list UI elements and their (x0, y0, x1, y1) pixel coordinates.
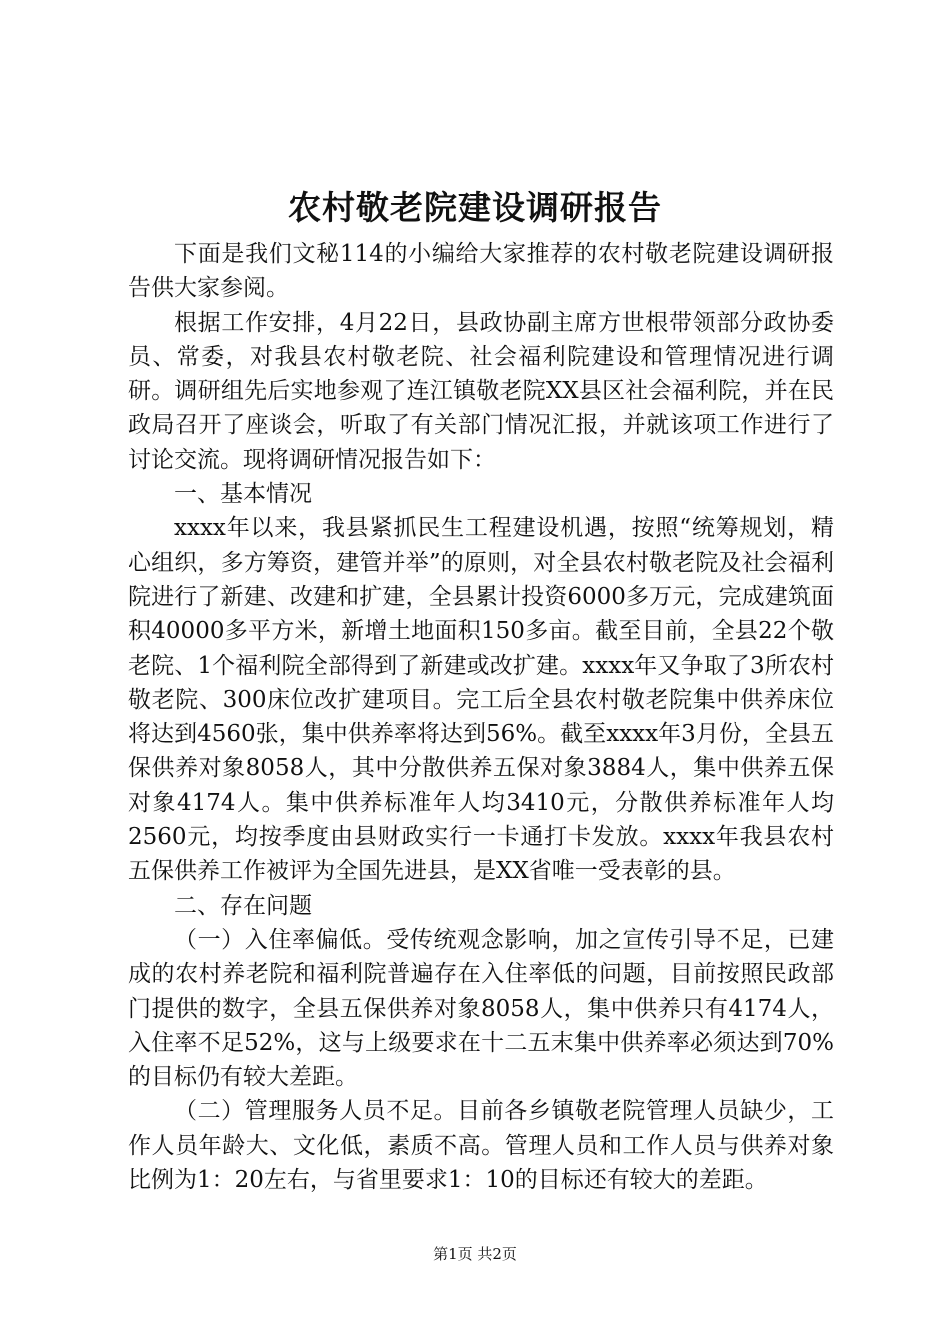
document-title: 农村敬老院建设调研报告 (288, 188, 662, 227)
paragraph-background: 根据工作安排，4月22日，县政协副主席方世根带领部分政协委员、常委，对我县农村敬老院、社会福利院建设和管理情况进行调研。调研组先后实地参观了连江镇敬老院XX县区社会福利院，并在民政局召开了座谈会，听取了有关部门情况汇报，并就该项工作进行了讨论交流。现将调研情况报告如下： (128, 309, 834, 473)
paragraph-problem-2: （二）管理服务人员不足。目前各乡镇敬老院管理人员缺少，工作人员年龄大、文化低，素质不高。管理人员和工作人员与供养对象比例为1：20左右，与省里要求1：10的目标还有较大的差距。 (128, 1098, 834, 1194)
document-body (128, 237, 834, 1197)
paragraph-problem-1: （一）入住率偏低。受传统观念影响，加之宣传引导不足，已建成的农村养老院和福利院普遍存在入住率低的问题，目前按照民政部门提供的数字，全县五保供养对象8058人，集中供养只有4174人，入住率不足52%，这与上级要求在十二五末集中供养率必须达到70%的目标仍有较大差距。 (128, 926, 834, 1091)
section-heading-basic-situation: 一、基本情况 (174, 481, 312, 508)
paragraph-intro: 下面是我们文秘114的小编给大家推荐的农村敬老院建设调研报告供大家参阅。 (128, 241, 834, 302)
page-number-footer: 第1页 共2页 (433, 1245, 517, 1263)
paragraph-basic-situation: xxxx年以来，我县紧抓民生工程建设机遇，按照“统筹规划，精心组织，多方筹资，建管并举”的原则，对全县农村敬老院及社会福利院进行了新建、改建和扩建，全县累计投资6000多万元，完成建筑面积40000多平方米，新增土地面积150多亩。截至目前，全县22个敬老院、1个福利院全部得到了新建或改扩建。xxxx年又争取了3所农村敬老院、300床位改扩建项目。完工后全县农村敬老院集中供养床位将达到4560张，集中供养率将达到56%。截至xxxx年3月份，全县五保供养对象8058人，其中分散供养五保对象3884人，集中供养五保对象4174人。集中供养标准年人均3410元，分散供养标准年人均2560元，均按季度由县财政实行一卡通打卡发放。xxxx年我县农村五保供养工作被评为全国先进县，是XX省唯一受表彰的县。 (128, 515, 834, 885)
section-heading-problems: 二、存在问题 (174, 892, 312, 919)
